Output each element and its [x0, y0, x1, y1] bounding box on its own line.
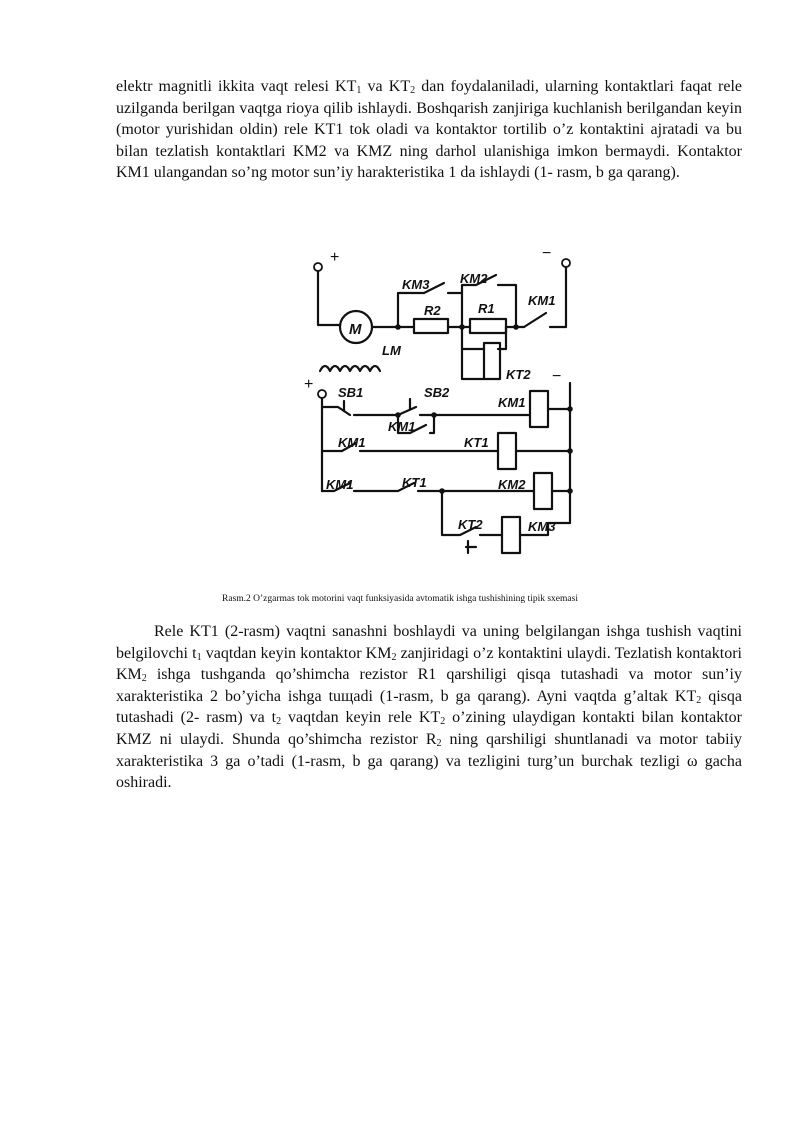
subscript: 2 [436, 737, 442, 749]
label-lm: LM [382, 343, 401, 358]
subscript: 2 [440, 716, 446, 728]
text-run: zanjiridagi o’z kontaktini ulaydi. Tezlatish kontaktori KM [116, 644, 742, 684]
label-kt1-contact: KT1 [402, 475, 427, 490]
label-minus-ctrl: − [552, 368, 562, 385]
label-km1-left: KM1 [338, 435, 366, 450]
kt2-delay-mark [466, 541, 476, 553]
coil-km3 [502, 517, 520, 553]
label-kt2-top: KT2 [506, 367, 531, 382]
text-run: o’zining ulaydigan kontakti bilan kontaktor KMZ ni ulaydi. Shunda qo’shimcha rezistor R [116, 709, 742, 748]
label-km3-coil: KM3 [528, 519, 556, 534]
label-km2-coil: KM2 [498, 477, 526, 492]
text-run: dan foydalaniladi, ularning kontaktlari faqat rele uzilganda berilgan vaqtga rioya qilib ishlaydi. Boshqarish zanjiriga kuchlanish berilgandan keyin (motor yurishidan oldin) rele KT1 tok oladi va kontaktor tortilib o’z kontaktini ajratadi va bu bilan tezlatish kontaktlari KM2 va KMZ ning darhol ulanishiga imkon bermaydi. Kontaktor KM1 ulangandan so’ng motor sun’iy harakteristika 1 da ishlaydi (1- rasm, b ga qarang). [116, 78, 742, 182]
figure-caption: Rasm.2 O’zgarmas tok motorini vaqt funksiyasida avtomatik ishga tushishining tipik sxemasi [222, 594, 578, 604]
label-plus-ctrl: + [304, 376, 314, 393]
label-kt2-contact: KT2 [458, 517, 483, 532]
subscript: 1 [356, 85, 362, 96]
label-minus: − [542, 245, 552, 262]
wire [462, 349, 484, 379]
text-run: Rele KT1 (2-rasm) vaqtni sanashni boshlaydi va uning belgilangan ishga tushish vaqtini belgilovchi t [116, 623, 742, 662]
circuit-diagram [298, 243, 588, 563]
text-run: ning qarshiligi shuntlanadi va motor tabiiy xarakteristika 3 ga o’tadi (1-rasm, b ga qarang) va tezligini turg’un burchak tezligi ω gacha oshiradi. [116, 730, 742, 792]
label-km1-top: KM1 [528, 293, 556, 308]
label-r2: R2 [424, 303, 441, 318]
label-sb1: SB1 [338, 385, 364, 400]
coil-kt1 [498, 433, 516, 469]
field-winding-lm [320, 366, 380, 371]
subscript: 2 [696, 694, 702, 706]
node [567, 406, 573, 412]
wire [318, 271, 340, 325]
coil-km2 [534, 473, 552, 509]
text-run: ishga tushganda qo’shimcha rezistor R1 qarshiligi qisqa tutashadi va motor sun’iy xarakteristika 2 bo’yicha ishga tuщadi (1-rasm, b ga qarang). Ayni vaqtda g’altak KT [116, 666, 742, 705]
label-r1: R1 [478, 301, 495, 316]
power-circuit [314, 259, 570, 379]
paragraph-1 [116, 76, 742, 184]
resistor-r1 [470, 319, 506, 333]
subscript: 2 [391, 651, 397, 663]
text-run: vaqtdan keyin kontaktor KM [201, 644, 392, 662]
label-kt1-coil: KT1 [464, 435, 489, 450]
label-motor: M [349, 321, 362, 338]
subscript: 2 [410, 85, 416, 96]
subscript: 2 [141, 673, 147, 685]
terminal-plus-ctrl [318, 390, 326, 398]
node [567, 488, 573, 494]
label-km1-coil: KM1 [498, 395, 526, 410]
text-run: elektr magnitli ikkita vaqt relesi KT [116, 78, 357, 95]
subscript: 1 [196, 651, 202, 663]
paragraph-2 [116, 621, 742, 794]
node [567, 448, 573, 454]
text-run: va KT [361, 78, 411, 95]
text-run: vaqtdan keyin rele KT [281, 709, 441, 727]
circuit-svg [298, 243, 588, 563]
subscript: 2 [276, 716, 282, 728]
label-km2-top: KM2 [460, 271, 488, 286]
text-run: qisqa tutashadi (2- rasm) va t [116, 687, 742, 727]
label-km3: KM3 [402, 277, 430, 292]
resistor-r2 [414, 319, 448, 333]
label-sb2: SB2 [424, 385, 450, 400]
label-km1-hold: KM1 [388, 419, 416, 434]
label-km1-nc: KM1 [326, 477, 354, 492]
terminal-plus [314, 263, 322, 271]
button-stems [344, 399, 410, 411]
label-plus: + [330, 249, 340, 266]
terminal-minus [562, 259, 570, 267]
coil-km1 [530, 391, 548, 427]
